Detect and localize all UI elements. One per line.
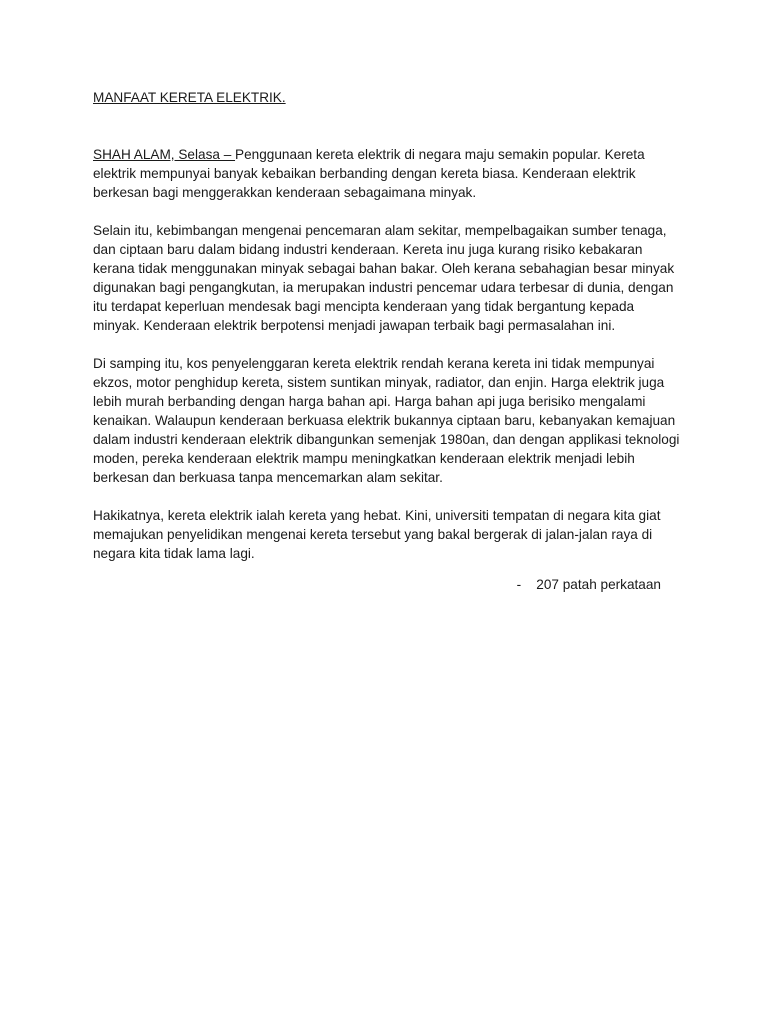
- document-body: [93, 88, 681, 594]
- word-count: - 207 patah perkataan: [516, 577, 661, 592]
- paragraph-1: [93, 145, 681, 202]
- paragraph-1-text: Penggunaan kereta elektrik di negara maju semakin popular. Kereta elektrik mempunyai banyak kebaikan berbanding dengan kereta biasa. Kenderaan elektrik berkesan bagi menggerakkan kenderaan sebagaimana minyak.: [93, 147, 645, 200]
- paragraph-2: Selain itu, kebimbangan mengenai pencemaran alam sekitar, mempelbagaikan sumber tenaga, dan ciptaan baru dalam bidang industri kenderaan. Kereta inu juga kurang risiko kebakaran kerana tidak menggunakan minyak sebagai bahan bakar. Oleh kerana sebahagian besar minyak digunakan bagi pengangkutan, ia merupakan industri pencemar udara terbesar di dunia, dengan itu terdapat keperluan mendesak bagi mencipta kenderaan yang tidak bergantung kepada minyak. Kenderaan elektrik berpotensi menjadi jawapan terbaik bagi permasalahan ini.: [93, 223, 675, 333]
- paragraph-4: Hakikatnya, kereta elektrik ialah kereta yang hebat. Kini, universiti tempatan di negara kita giat memajukan penyelidikan mengenai kereta tersebut yang bakal bergerak di jalan-jalan raya di negara kita tidak lama lagi.: [93, 508, 661, 561]
- dateline: SHAH ALAM, Selasa –: [93, 147, 236, 162]
- document-title: MANFAAT KERETA ELEKTRIK.: [93, 90, 286, 105]
- paragraph-3: Di samping itu, kos penyelenggaran kereta elektrik rendah kerana kereta ini tidak mempunyai ekzos, motor penghidup kereta, sistem suntikan minyak, radiator, dan enjin. Harga elektrik juga lebih murah berbanding dengan harga bahan api. Harga bahan api juga berisiko mengalami kenaikan. Walaupun kenderaan berkuasa elektrik bukannya ciptaan baru, kebanyakan kemajuan dalam industri kenderaan elektrik dibangunkan semenjak 1980an, dan dengan applikasi teknologi moden, pereka kenderaan elektrik mampu meningkatkan kenderaan elektrik menjadi lebih berkesan dan berkuasa tanpa mencemarkan alam sekitar.: [93, 356, 680, 485]
